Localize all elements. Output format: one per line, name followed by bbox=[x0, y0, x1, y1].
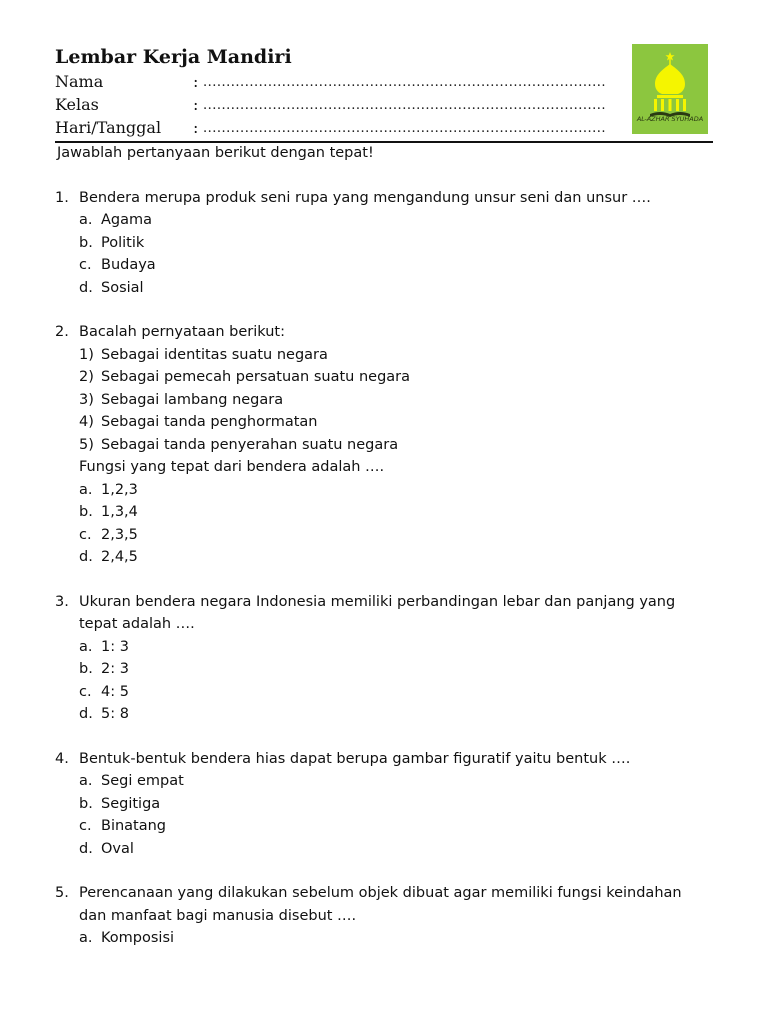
question-text-continued: tepat adalah …. bbox=[79, 616, 195, 632]
question-text: Perencanaan yang dilakukan sebelum objek dibuat agar memiliki fungsi keindahan bbox=[79, 885, 682, 901]
question-line bbox=[55, 187, 715, 210]
question-1 bbox=[55, 187, 715, 300]
answer-option bbox=[55, 546, 715, 569]
option-key: b. bbox=[79, 661, 93, 677]
question-followup: Fungsi yang tepat dari bendera adalah …. bbox=[79, 459, 385, 475]
answer-option bbox=[55, 524, 715, 547]
statement-text: Sebagai pemecah persatuan suatu negara bbox=[101, 369, 411, 385]
school-logo bbox=[632, 44, 708, 134]
logo-text: AL-AZHAR SYUHADA bbox=[636, 115, 704, 123]
answer-option bbox=[55, 636, 715, 659]
option-key: d. bbox=[79, 840, 93, 857]
option-text: Segi empat bbox=[101, 773, 184, 789]
option-key: a. bbox=[79, 212, 93, 228]
statement-item bbox=[55, 389, 715, 412]
field-blank: ....................................................................................... bbox=[203, 75, 607, 90]
option-text: Komposisi bbox=[101, 930, 175, 946]
option-key: b. bbox=[79, 234, 93, 251]
option-text: Agama bbox=[101, 212, 153, 228]
question-line bbox=[55, 748, 715, 771]
option-key: a. bbox=[79, 638, 93, 655]
option-key: c. bbox=[79, 818, 92, 834]
option-text: Oval bbox=[101, 840, 134, 857]
name-field bbox=[55, 70, 625, 93]
answer-option bbox=[55, 209, 715, 232]
answer-option bbox=[55, 815, 715, 838]
option-text: Sosial bbox=[101, 279, 144, 296]
statement-key: 5) bbox=[79, 436, 94, 453]
statement-key: 4) bbox=[79, 414, 94, 430]
option-text: Segitiga bbox=[101, 795, 161, 812]
question-line bbox=[55, 882, 715, 905]
instruction-text: Jawablah pertanyaan berikut dengan tepat! bbox=[57, 145, 374, 161]
question-text: Bacalah pernyataan berikut: bbox=[79, 324, 285, 340]
statement-item bbox=[55, 411, 715, 434]
option-key: a. bbox=[79, 481, 93, 498]
question-text: Bentuk-bentuk bendera hias dapat berupa gambar figuratif yaitu bentuk …. bbox=[79, 750, 631, 767]
statement-text: Sebagai lambang negara bbox=[101, 391, 284, 408]
option-key: b. bbox=[79, 795, 93, 812]
question-line bbox=[55, 321, 715, 344]
question-5 bbox=[55, 882, 715, 950]
field-blank: ....................................................................................... bbox=[203, 98, 607, 113]
statement-item bbox=[55, 344, 715, 367]
question-number: 2. bbox=[55, 324, 69, 340]
field-label: Hari/Tanggal bbox=[55, 118, 162, 137]
field-colon: : bbox=[193, 95, 199, 114]
class-field bbox=[55, 93, 625, 116]
option-key: a. bbox=[79, 930, 93, 946]
option-text: 2,3,5 bbox=[101, 526, 138, 543]
option-text: 2: 3 bbox=[101, 661, 129, 677]
worksheet-header bbox=[55, 44, 625, 139]
statement-text: Sebagai identitas suatu negara bbox=[101, 346, 328, 363]
statement-item bbox=[55, 434, 715, 457]
answer-option bbox=[55, 770, 715, 793]
question-2 bbox=[55, 321, 715, 569]
question-3 bbox=[55, 591, 715, 726]
question-number: 1. bbox=[55, 189, 69, 206]
answer-option bbox=[55, 927, 715, 950]
question-list bbox=[55, 142, 715, 950]
statement-key: 1) bbox=[79, 346, 94, 363]
option-key: c. bbox=[79, 257, 92, 273]
answer-option bbox=[55, 232, 715, 255]
answer-option bbox=[55, 658, 715, 681]
option-key: b. bbox=[79, 504, 93, 520]
answer-option bbox=[55, 793, 715, 816]
question-number: 3. bbox=[55, 593, 69, 610]
question-text-continued: dan manfaat bagi manusia disebut …. bbox=[79, 907, 357, 924]
statement-text: Sebagai tanda penyerahan suatu negara bbox=[101, 436, 399, 453]
field-colon: : bbox=[193, 72, 199, 91]
answer-option bbox=[55, 703, 715, 726]
option-text: Politik bbox=[101, 234, 145, 251]
field-label: Kelas bbox=[55, 95, 99, 114]
option-key: a. bbox=[79, 773, 93, 789]
option-text: 1,2,3 bbox=[101, 481, 138, 498]
answer-option bbox=[55, 254, 715, 277]
option-text: Binatang bbox=[101, 818, 167, 834]
option-text: 2,4,5 bbox=[101, 549, 138, 565]
field-colon: : bbox=[193, 118, 199, 137]
answer-option bbox=[55, 277, 715, 300]
option-text: 1,3,4 bbox=[101, 504, 138, 520]
option-text: 5: 8 bbox=[101, 706, 129, 722]
option-key: c. bbox=[79, 683, 92, 700]
statement-text: Sebagai tanda penghormatan bbox=[101, 414, 318, 430]
question-text: Ukuran bendera negara Indonesia memiliki perbandingan lebar dan panjang yang bbox=[79, 593, 676, 610]
option-key: d. bbox=[79, 549, 93, 565]
option-key: c. bbox=[79, 526, 92, 543]
statement-item bbox=[55, 366, 715, 389]
field-label: Nama bbox=[55, 72, 104, 91]
answer-option bbox=[55, 501, 715, 524]
option-text: Budaya bbox=[101, 257, 156, 273]
answer-option bbox=[55, 479, 715, 502]
question-number: 4. bbox=[55, 750, 69, 767]
answer-option bbox=[55, 838, 715, 861]
question-line bbox=[55, 591, 715, 614]
question-text: Bendera merupa produk seni rupa yang mengandung unsur seni dan unsur …. bbox=[79, 189, 651, 206]
option-key: d. bbox=[79, 706, 93, 722]
field-blank: ....................................................................................... bbox=[203, 121, 607, 136]
worksheet-title: Lembar Kerja Mandiri bbox=[55, 46, 292, 68]
option-text: 4: 5 bbox=[101, 683, 129, 700]
option-key: d. bbox=[79, 279, 93, 296]
option-text: 1: 3 bbox=[101, 638, 129, 655]
question-4 bbox=[55, 748, 715, 861]
statement-key: 3) bbox=[79, 391, 94, 408]
statement-key: 2) bbox=[79, 369, 94, 385]
date-field bbox=[55, 116, 625, 139]
question-number: 5. bbox=[55, 885, 69, 901]
answer-option bbox=[55, 681, 715, 704]
